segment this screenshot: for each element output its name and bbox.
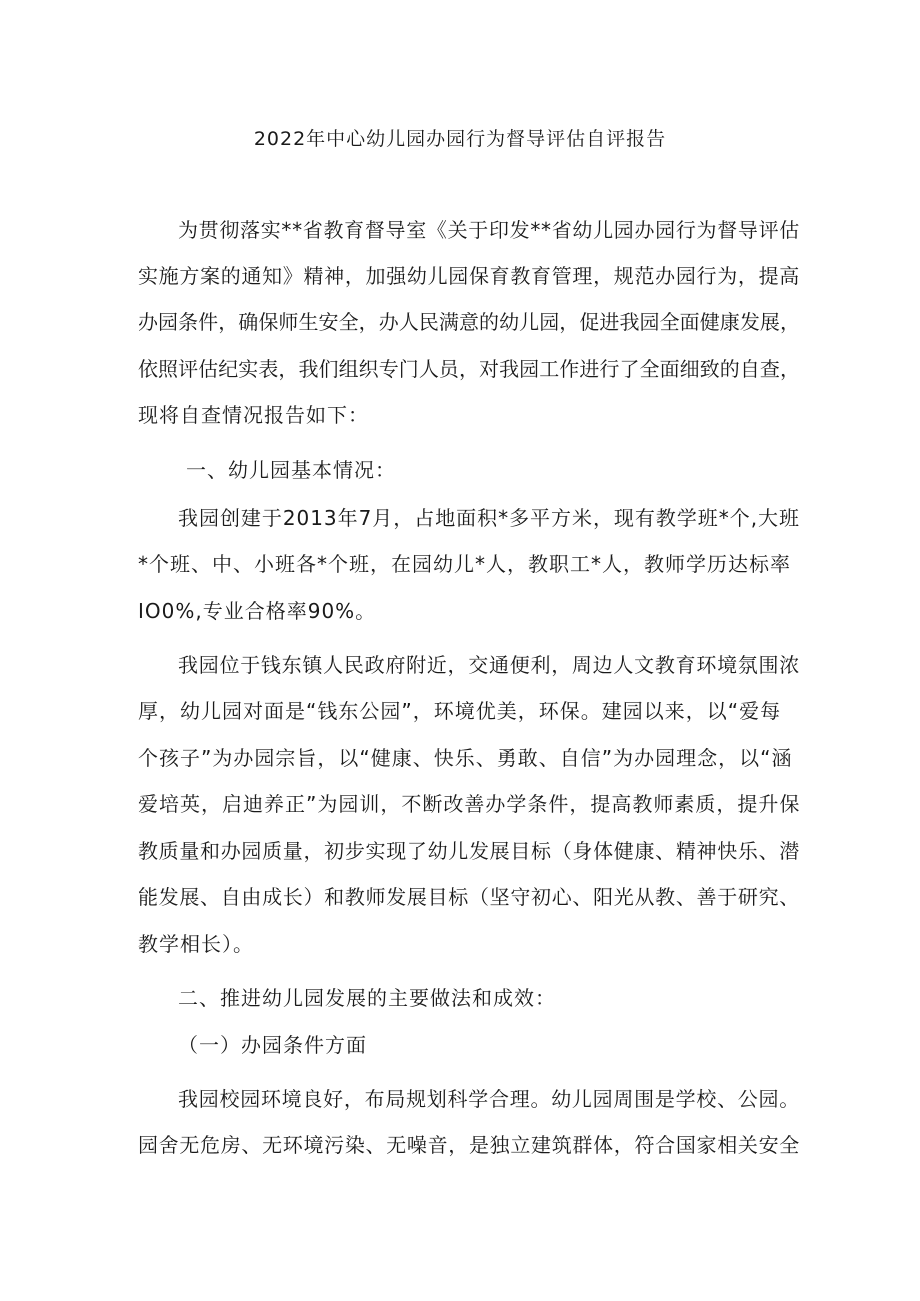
document-title: 2022年中心幼儿园办园行为督导评估自评报告 bbox=[253, 128, 667, 150]
paragraph-line: 我园校园环境良好，布局规划科学合理。幼儿园周围是学校、公园。 bbox=[178, 1087, 800, 1111]
paragraph-line: 教质量和办园质量，初步实现了幼儿发展目标（身体健康、精神快乐、潜 bbox=[138, 839, 800, 863]
section-heading: 二、推进幼儿园发展的主要做法和成效： bbox=[178, 986, 556, 1010]
paragraph-line: 办园条件，确保师生安全，办人民满意的幼儿园，促进我园全面健康发展， bbox=[138, 310, 800, 334]
paragraph-line: 为贯彻落实**省教育督导室《关于印发**省幼儿园办园行为督导评估 bbox=[178, 218, 800, 242]
subsection-heading: （一）办园条件方面 bbox=[178, 1033, 367, 1057]
paragraph-line: 园舍无危房、无环境污染、无噪音，是独立建筑群体，符合国家相关安全 bbox=[138, 1133, 800, 1157]
paragraph-line: 爱培英，启迪养正”为园训，不断改善办学条件，提高教师素质，提升保 bbox=[138, 792, 801, 816]
paragraph-line: 我园创建于2013年7月，占地面积*多平方米，现有教学班*个,大班 bbox=[178, 506, 800, 530]
paragraph-line: 我园位于钱东镇人民政府附近，交通便利，周边人文教育环境氛围浓 bbox=[178, 653, 800, 677]
paragraph-line: 厚，幼儿园对面是“钱东公园”，环境优美，环保。建园以来，以“爱每 bbox=[138, 699, 782, 723]
paragraph-line: 实施方案的通知》精神，加强幼儿园保育教育管理，规范办园行为，提高 bbox=[138, 264, 800, 288]
paragraph-line: IO0%,专业合格率90%。 bbox=[138, 599, 377, 623]
paragraph-line: 教学相长）。 bbox=[138, 932, 254, 956]
section-heading: 一、幼儿园基本情况： bbox=[186, 458, 396, 482]
paragraph-line: 能发展、自由成长）和教师发展目标（坚守初心、阳光从教、善于研究、 bbox=[138, 885, 800, 909]
paragraph-line: 依照评估纪实表，我们组织专门人员，对我园工作进行了全面细致的自查， bbox=[138, 357, 800, 381]
paragraph-line: *个班、中、小班各*个班，在园幼儿*人，教职工*人，教师学历达标率 bbox=[138, 552, 791, 576]
paragraph-line: 现将自查情况报告如下： bbox=[138, 403, 369, 427]
paragraph-line: 个孩子”为办园宗旨，以“健康、快乐、勇敢、自信”为办园理念，以“涵 bbox=[138, 746, 793, 770]
